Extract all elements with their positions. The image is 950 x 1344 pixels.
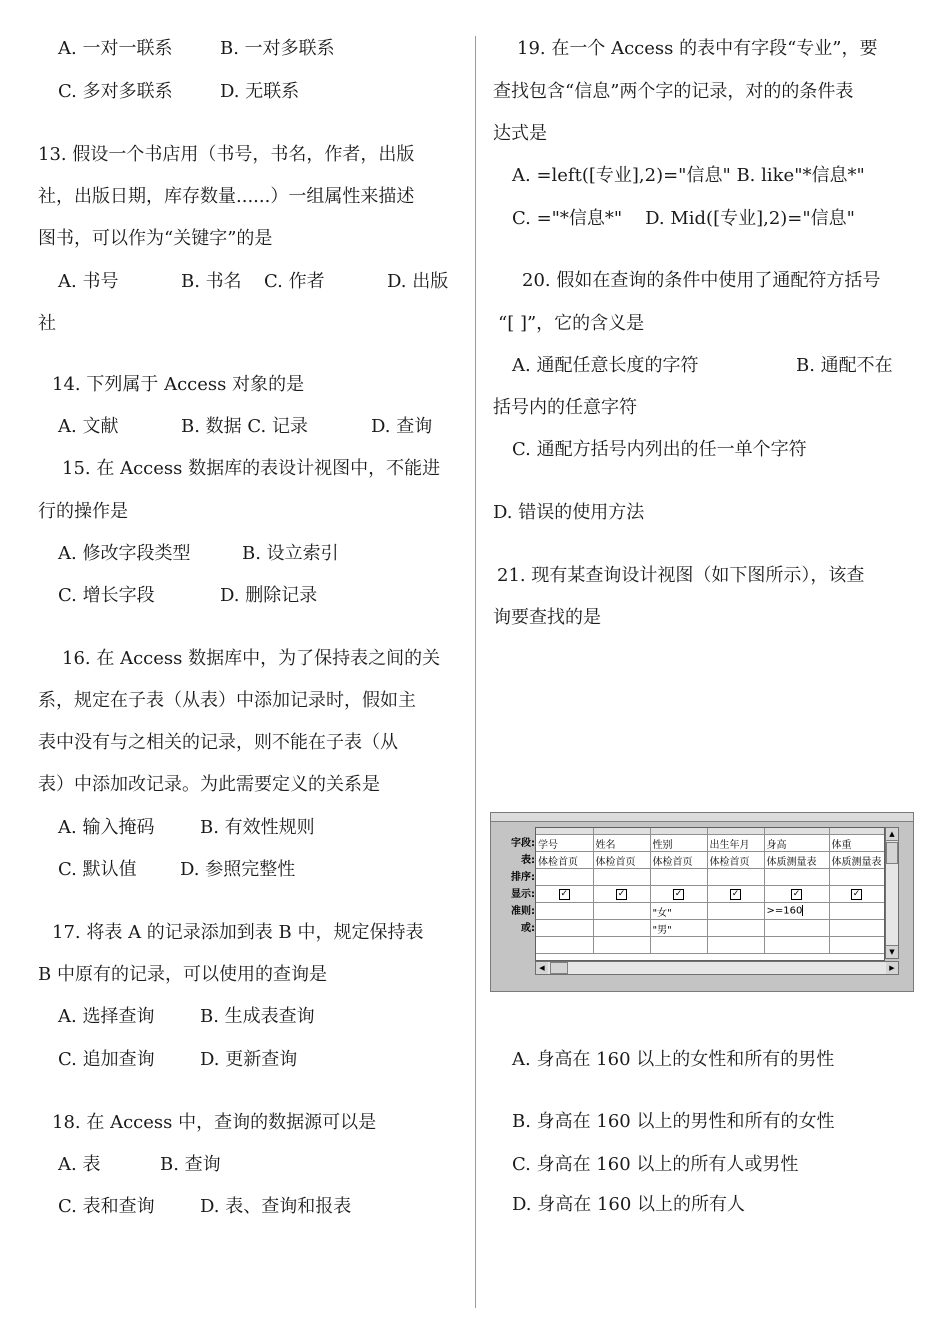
empty-cell[interactable] (764, 937, 829, 954)
empty-cell[interactable] (650, 937, 707, 954)
q21-line1: 21. 现有某查询设计视图（如下图所示），该查 (497, 565, 865, 586)
or-cell[interactable]: "男" (650, 920, 707, 937)
sort-cell[interactable] (764, 869, 829, 886)
q15-option-a: A. 修改字段类型 (58, 543, 191, 564)
field-cell[interactable]: 性别 (650, 835, 707, 852)
q15-option-c: C. 增长字段 (58, 585, 155, 606)
sort-cell[interactable] (593, 869, 650, 886)
q15-line2: 行的操作是 (38, 501, 128, 522)
q19-option-ab: A. =left([专业],2)="信息" B. like"*信息*" (512, 165, 865, 186)
sort-row (536, 869, 884, 886)
q12-option-b: B. 一对多联系 (220, 38, 335, 59)
q13-option-a: A. 书号 (58, 271, 119, 292)
row-label-or: 或: (521, 923, 535, 934)
show-cell (536, 886, 593, 903)
q14-option-d: D. 查询 (371, 416, 433, 437)
or-cell[interactable] (536, 920, 593, 937)
q19-line3: 达式是 (493, 123, 547, 144)
q17-option-c: C. 追加查询 (58, 1049, 155, 1070)
q14-option-bc: B. 数据 C. 记录 (181, 416, 308, 437)
q13-option-d: D. 出版 (387, 271, 449, 292)
show-cell (593, 886, 650, 903)
column-divider (475, 36, 476, 1308)
scroll-thumb[interactable] (550, 962, 568, 974)
criteria-cell-height[interactable] (764, 903, 829, 920)
table-cell[interactable]: 体检首页 (707, 852, 764, 869)
q21-line2: 询要查找的是 (493, 607, 601, 628)
q16-line4: 表）中添加改记录。为此需要定义的关系是 (38, 774, 380, 795)
table-cell[interactable]: 体检首页 (650, 852, 707, 869)
table-cell[interactable]: 体质测量表 (829, 852, 884, 869)
q19-option-cd: C. ="*信息*" D. Mid([专业],2)="信息" (512, 208, 855, 229)
criteria-cell[interactable] (593, 903, 650, 920)
empty-row (536, 937, 884, 954)
q21-option-c: C. 身高在 160 以上的所有人或男性 (512, 1154, 799, 1175)
or-cell[interactable] (707, 920, 764, 937)
q13-line1: 13. 假设一个书店用（书号，书名，作者，出版 (38, 144, 415, 165)
grid-row-labels (495, 835, 535, 937)
criteria-cell[interactable]: "女" (650, 903, 707, 920)
q19-line2: 查找包含“信息”两个字的记录，对的的条件表 (493, 81, 854, 102)
row-label-show: 显示: (511, 889, 535, 900)
q17-option-d: D. 更新查询 (200, 1049, 298, 1070)
row-label-sort: 排序: (511, 872, 535, 883)
q17-option-b: B. 生成表查询 (200, 1006, 315, 1027)
q17-option-a: A. 选择查询 (58, 1006, 155, 1027)
criteria-cell[interactable] (707, 903, 764, 920)
q18-line1: 18. 在 Access 中，查询的数据源可以是 (52, 1112, 377, 1133)
q15-line1: 15. 在 Access 数据库的表设计视图中，不能进 (62, 458, 441, 479)
q18-option-a: A. 表 (58, 1154, 101, 1175)
q20-option-c: C. 通配方括号内列出的任一单个字符 (512, 439, 807, 460)
or-cell[interactable] (829, 920, 884, 937)
q20-line1: 20. 假如在查询的条件中使用了通配符方括号 (522, 270, 881, 291)
table-cell[interactable]: 体检首页 (536, 852, 593, 869)
scroll-left-icon[interactable]: ◀ (536, 962, 548, 974)
q15-option-d: D. 删除记录 (220, 585, 318, 606)
q20-line2: “[ ]”，它的含义是 (498, 313, 645, 334)
scroll-thumb[interactable] (886, 842, 898, 864)
show-checkbox[interactable]: ✓ (674, 889, 683, 899)
empty-cell[interactable] (593, 937, 650, 954)
empty-cell[interactable] (536, 937, 593, 954)
or-row (536, 920, 884, 937)
q13-option-d-cont: 社 (38, 313, 56, 334)
show-cell (650, 886, 707, 903)
q18-option-b: B. 查询 (160, 1154, 221, 1175)
table-row (536, 852, 884, 869)
show-checkbox[interactable]: ✓ (560, 889, 569, 899)
q21-option-a: A. 身高在 160 以上的女性和所有的男性 (512, 1049, 835, 1070)
q14-option-a: A. 文献 (58, 416, 119, 437)
or-cell[interactable] (593, 920, 650, 937)
empty-cell[interactable] (707, 937, 764, 954)
q16-line1: 16. 在 Access 数据库中，为了保持表之间的关 (62, 648, 441, 669)
q12-option-d: D. 无联系 (220, 81, 300, 102)
q15-option-b: B. 设立索引 (242, 543, 339, 564)
q16-option-a: A. 输入掩码 (58, 817, 155, 838)
criteria-cell[interactable] (829, 903, 884, 920)
text-cursor (802, 905, 803, 916)
criteria-cell[interactable] (536, 903, 593, 920)
field-cell[interactable]: 体重 (829, 835, 884, 852)
criteria-height-value: >=160 (766, 905, 803, 917)
table-cell[interactable]: 体检首页 (593, 852, 650, 869)
show-checkbox[interactable]: ✓ (731, 889, 740, 899)
criteria-row (536, 903, 884, 920)
or-cell[interactable] (764, 920, 829, 937)
show-checkbox[interactable]: ✓ (617, 889, 626, 899)
grid-top-bar (491, 813, 913, 822)
row-label-criteria: 准则: (511, 906, 535, 917)
q18-option-c: C. 表和查询 (58, 1196, 155, 1217)
field-cell[interactable]: 姓名 (593, 835, 650, 852)
sort-cell[interactable] (829, 869, 884, 886)
q21-option-b: B. 身高在 160 以上的男性和所有的女性 (512, 1111, 835, 1132)
q12-option-c: C. 多对多联系 (58, 81, 173, 102)
q16-option-b: B. 有效性规则 (200, 817, 315, 838)
field-cell[interactable]: 出生年月 (707, 835, 764, 852)
q17-line2: B 中原有的记录，可以使用的查询是 (38, 964, 327, 985)
show-checkbox[interactable]: ✓ (792, 889, 801, 899)
field-row (536, 835, 884, 852)
q16-line2: 系，规定在子表（从表）中添加记录时，假如主 (38, 690, 416, 711)
sort-cell[interactable] (707, 869, 764, 886)
show-checkbox[interactable]: ✓ (852, 889, 861, 899)
q16-option-d: D. 参照完整性 (180, 859, 296, 880)
field-cell[interactable]: 学号 (536, 835, 593, 852)
q18-option-d: D. 表、查询和报表 (200, 1196, 352, 1217)
horizontal-scrollbar[interactable] (535, 961, 899, 975)
table-cell[interactable]: 体质测量表 (764, 852, 829, 869)
q20-option-b-cont: 括号内的任意字符 (493, 397, 637, 418)
sort-cell[interactable] (536, 869, 593, 886)
q13-option-b: B. 书名 (181, 271, 242, 292)
q20-option-a: A. 通配任意长度的字符 (512, 355, 699, 376)
q19-line1: 19. 在一个 Access 的表中有字段“专业”，要 (517, 38, 878, 59)
query-design-grid (490, 812, 914, 992)
show-cell (829, 886, 884, 903)
row-label-table: 表: (521, 855, 535, 866)
q13-line2: 社，出版日期，库存数量......）一组属性来描述 (38, 186, 415, 207)
scroll-down-icon[interactable]: ▼ (886, 945, 898, 958)
vertical-scrollbar[interactable] (885, 827, 899, 959)
q20-option-d: D. 错误的使用方法 (493, 502, 645, 523)
q16-option-c: C. 默认值 (58, 859, 137, 880)
scroll-up-icon[interactable]: ▲ (886, 828, 898, 841)
scroll-right-icon[interactable]: ▶ (886, 962, 898, 974)
q14-line1: 14. 下列属于 Access 对象的是 (52, 374, 305, 395)
sort-cell[interactable] (650, 869, 707, 886)
row-label-field: 字段: (511, 838, 535, 849)
q13-option-c: C. 作者 (264, 271, 325, 292)
grid-cells (535, 827, 885, 961)
q16-line3: 表中没有与之相关的记录，则不能在子表（从 (38, 732, 398, 753)
q17-line1: 17. 将表 A 的记录添加到表 B 中，规定保持表 (52, 922, 424, 943)
q20-option-b: B. 通配不在 (796, 355, 893, 376)
show-cell (707, 886, 764, 903)
empty-cell[interactable] (829, 937, 884, 954)
q12-option-a: A. 一对一联系 (58, 38, 173, 59)
show-row (536, 886, 884, 903)
show-cell (764, 886, 829, 903)
field-cell[interactable]: 身高 (764, 835, 829, 852)
q21-option-d: D. 身高在 160 以上的所有人 (512, 1194, 746, 1215)
q13-line3: 图书，可以作为“关键字”的是 (38, 228, 273, 249)
